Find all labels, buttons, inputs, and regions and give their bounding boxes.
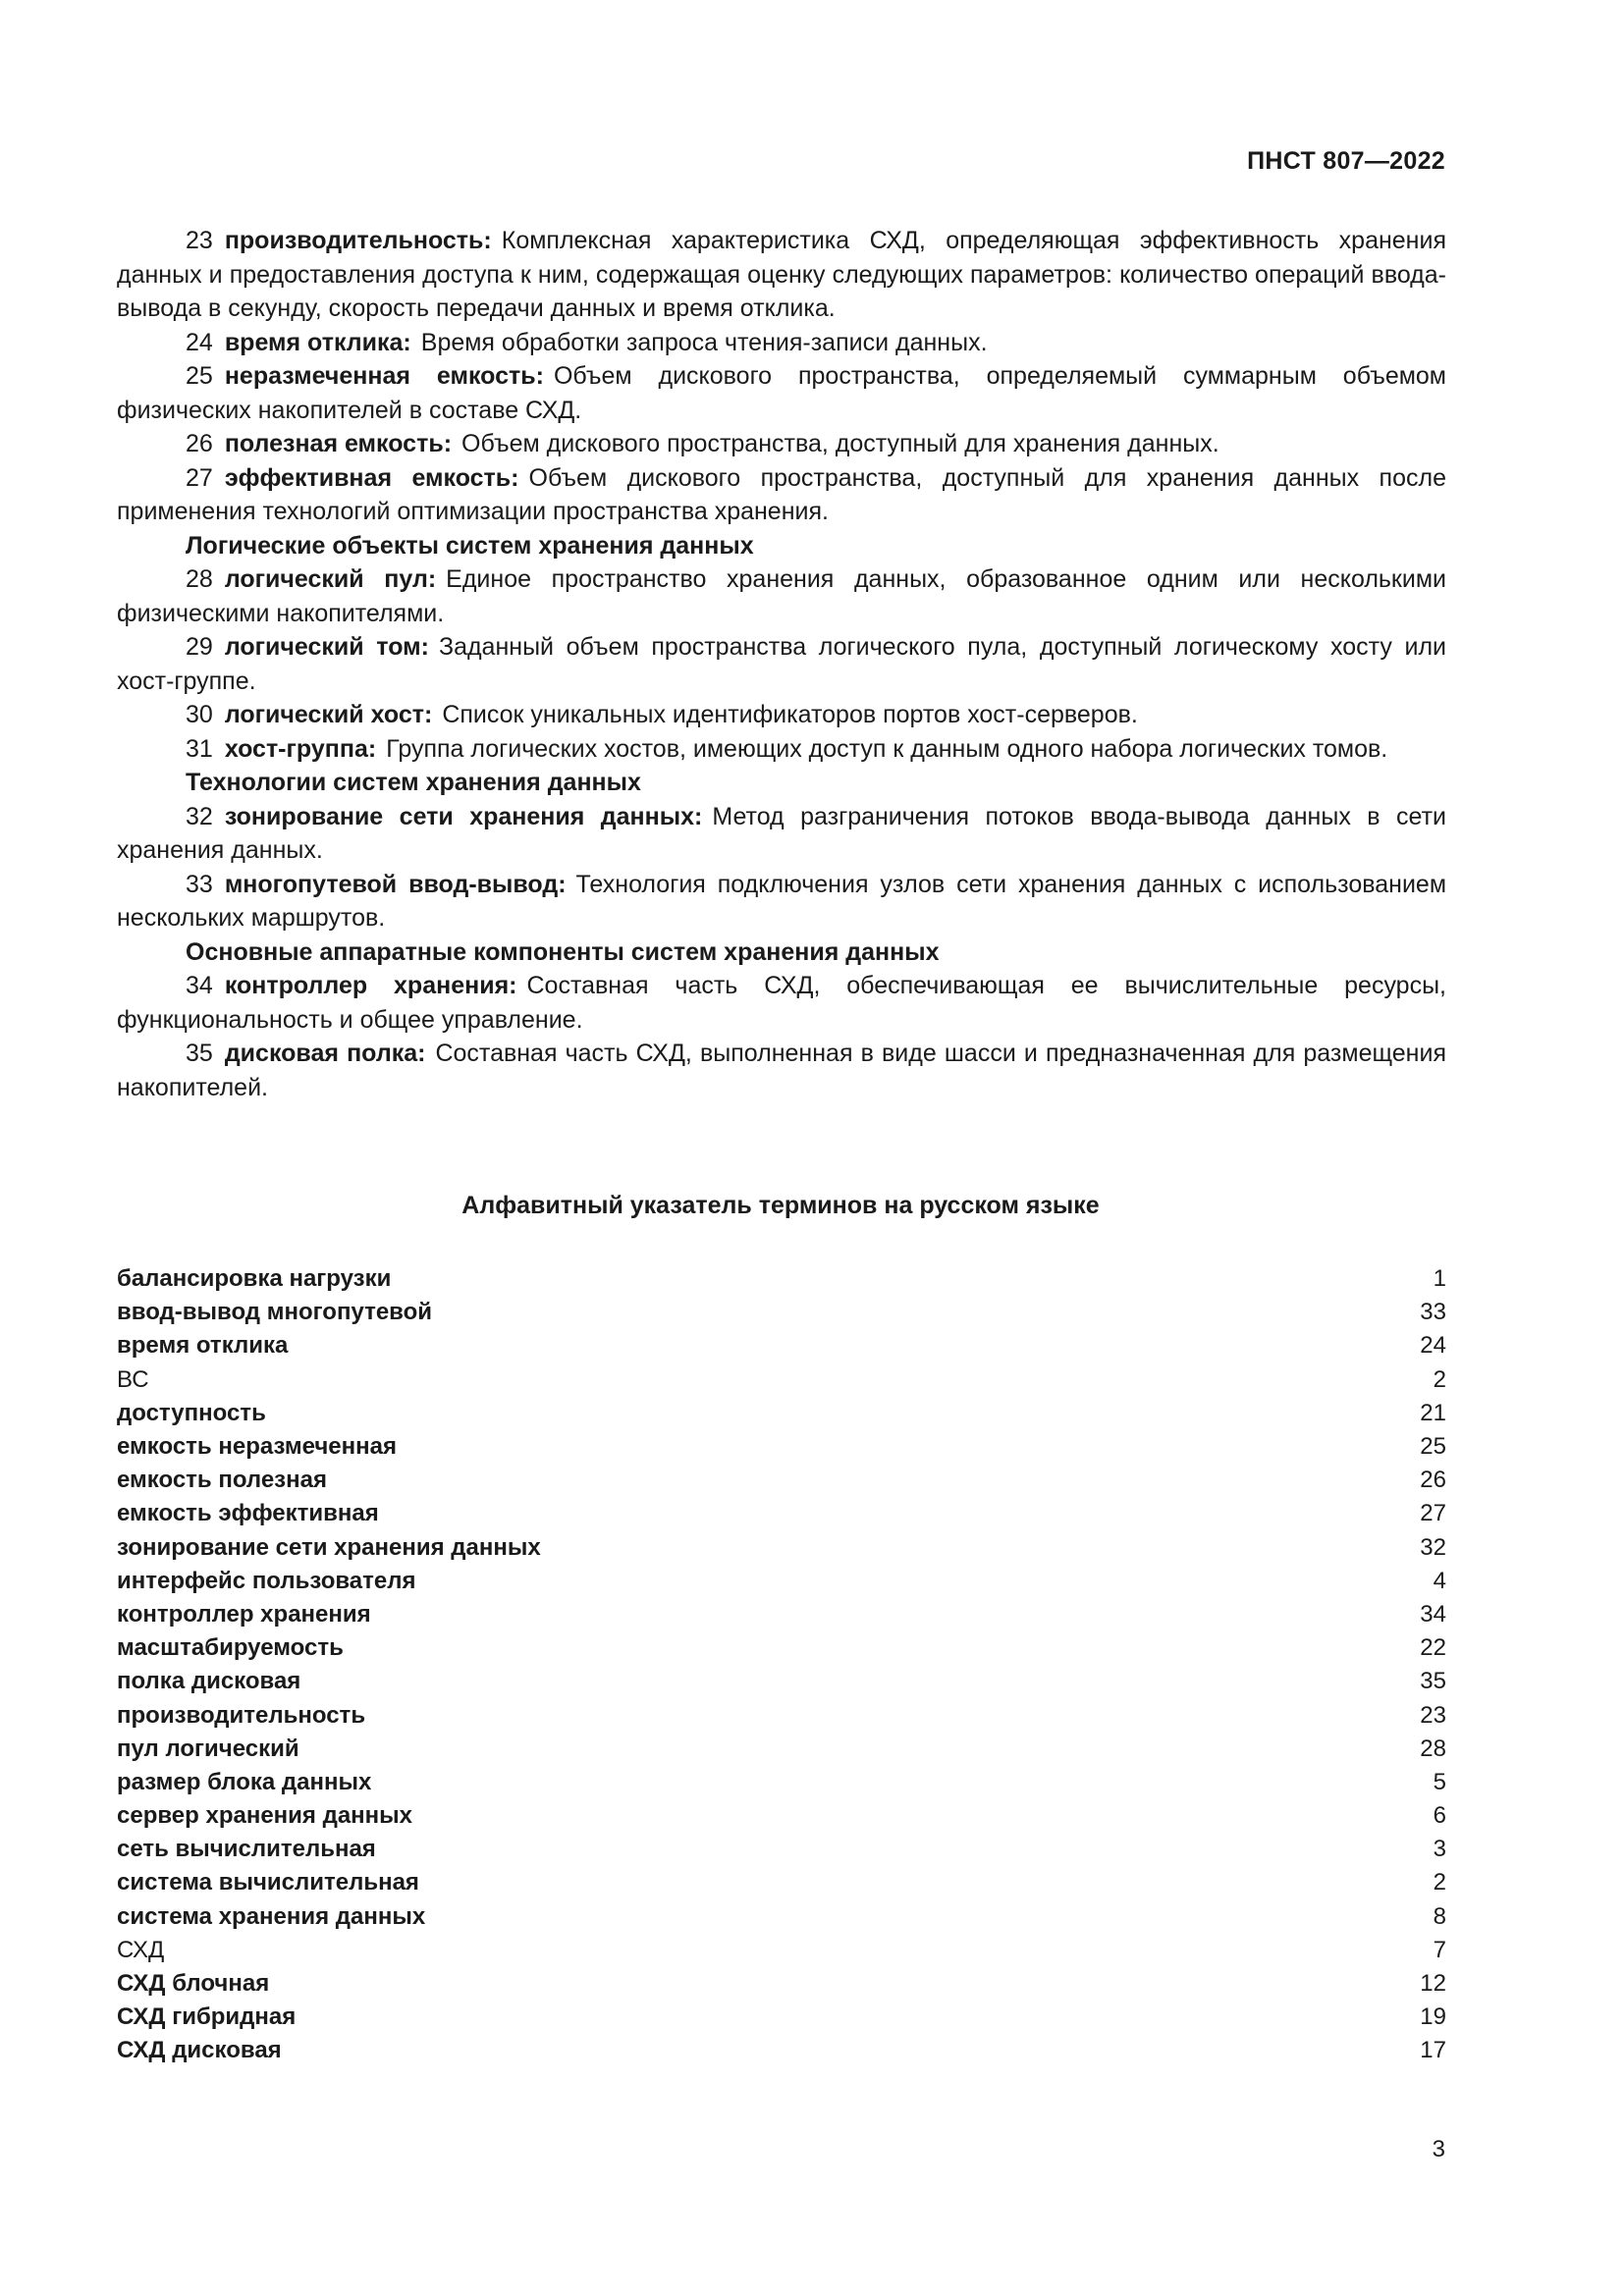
index-term: время отклика	[117, 1332, 289, 1360]
index-term-number: 25	[1420, 1433, 1446, 1461]
page-number: 3	[1432, 2136, 1445, 2163]
term-definition	[117, 630, 1446, 698]
term-number: 34	[186, 972, 213, 999]
index-term: пул логический	[117, 1735, 299, 1762]
term-definition	[117, 224, 1446, 326]
index-term-number: 35	[1420, 1668, 1446, 1695]
index-entry	[117, 1900, 1446, 1934]
term-definition	[117, 868, 1446, 935]
term-name: производительность:	[224, 227, 492, 254]
term-name: зонирование сети хранения данных:	[224, 802, 703, 830]
index-entry	[117, 1733, 1446, 1766]
section-heading: Логические объекты систем хранения данных	[186, 531, 754, 560]
term-text: Время обработки запроса чтения-записи данных.	[420, 328, 988, 356]
term-definition	[117, 698, 1446, 732]
term-name: логический пул:	[224, 565, 437, 593]
index-entry	[117, 1833, 1446, 1866]
index-term-number: 23	[1420, 1701, 1446, 1729]
term-text: Составная часть СХД, выполненная в виде шасси и предназначенная для размещения накопителей.	[117, 1040, 1446, 1101]
index-entry	[117, 1363, 1446, 1397]
term-number: 30	[186, 701, 213, 728]
index-term-number: 5	[1433, 1768, 1446, 1795]
index-term: доступность	[117, 1399, 266, 1426]
index-term: масштабируемость	[117, 1634, 344, 1662]
index-term-number: 26	[1420, 1467, 1446, 1494]
index-term: емкость эффективная	[117, 1500, 379, 1527]
term-text: Объем дискового пространства, определяемый суммарным объемом физических накопителей в составе СХД.	[117, 362, 1446, 424]
term-name: многопутевой ввод-вывод:	[224, 870, 567, 898]
index-term-number: 1	[1433, 1265, 1446, 1293]
term-definition	[117, 800, 1446, 868]
index-term: емкость неразмеченная	[117, 1433, 397, 1461]
index-term: система вычислительная	[117, 1869, 419, 1896]
term-number: 29	[186, 633, 213, 661]
index-term: СХД блочная	[117, 1970, 270, 1998]
term-text: Единое пространство хранения данных, образованное одним или несколькими физическими накопителями.	[117, 565, 1446, 627]
term-name: хост-группа:	[224, 734, 377, 763]
terms-section	[117, 224, 1446, 1104]
index-term-number: 19	[1420, 2003, 1446, 2031]
term-text: Список уникальных идентификаторов портов хост-серверов.	[442, 701, 1138, 728]
index-term-number: 32	[1420, 1533, 1446, 1561]
term-text: Объем дискового пространства, доступный для хранения данных после применения технологий оптимизации пространства хранения.	[117, 463, 1446, 525]
index-title: Алфавитный указатель терминов на русском языке	[461, 1192, 1100, 1219]
term-number: 31	[186, 734, 213, 763]
index-entry	[117, 1397, 1446, 1430]
term-name: дисковая полка:	[224, 1040, 426, 1067]
index-entry	[117, 1766, 1446, 1799]
term-definition	[117, 969, 1446, 1037]
term-name: время отклика:	[224, 328, 411, 356]
index-term: производительность	[117, 1701, 366, 1729]
term-definition	[117, 427, 1446, 461]
index-term-number: 34	[1420, 1600, 1446, 1628]
index-term: полка дисковая	[117, 1668, 301, 1695]
index-term: СХД	[117, 1936, 165, 1963]
index-term-number: 6	[1433, 1802, 1446, 1830]
index-entry	[117, 1698, 1446, 1732]
term-number: 23	[186, 227, 213, 254]
term-text: Составная часть СХД, обеспечивающая ее вычислительные ресурсы, функциональность и общее управление.	[117, 972, 1447, 1034]
term-number: 28	[186, 565, 213, 593]
alphabetical-index	[117, 1262, 1446, 2068]
index-term-number: 22	[1420, 1634, 1446, 1662]
index-term-number: 12	[1420, 1970, 1446, 1998]
index-term: размер блока данных	[117, 1768, 372, 1795]
index-term-number: 24	[1420, 1332, 1446, 1360]
index-entry	[117, 1430, 1446, 1464]
index-term: сервер хранения данных	[117, 1802, 413, 1830]
index-term: контроллер хранения	[117, 1600, 371, 1628]
index-term-number: 21	[1420, 1399, 1446, 1426]
term-name: неразмеченная емкость:	[224, 362, 544, 390]
term-definition	[117, 1037, 1446, 1104]
term-name: логический том:	[224, 633, 429, 661]
term-number: 26	[186, 430, 213, 457]
index-term-number: 8	[1433, 1902, 1446, 1930]
index-entry	[117, 1665, 1446, 1698]
term-name: контроллер хранения:	[224, 972, 517, 999]
index-term-number: 27	[1420, 1500, 1446, 1527]
index-entry	[117, 1296, 1446, 1329]
index-term: интерфейс пользователя	[117, 1567, 416, 1594]
term-text: Технология подключения узлов сети хранения данных с использованием нескольких маршрутов.	[117, 870, 1446, 932]
index-term-number: 7	[1433, 1936, 1446, 1963]
term-number: 35	[186, 1040, 213, 1067]
index-entry	[117, 2001, 1446, 2034]
index-term: зонирование сети хранения данных	[117, 1533, 541, 1561]
index-entry	[117, 2034, 1446, 2067]
term-name: логический хост:	[224, 701, 433, 728]
term-text: Группа логических хостов, имеющих доступ к данным одного набора логических томов.	[386, 734, 1388, 763]
index-entry	[117, 1565, 1446, 1598]
term-definition	[117, 461, 1446, 529]
index-term-number: 2	[1433, 1869, 1446, 1896]
term-text: Заданный объем пространства логического пула, доступный логическому хосту или хост-группе.	[117, 633, 1446, 695]
term-text: Метод разграничения потоков ввода-вывода данных в сети хранения данных.	[117, 802, 1446, 864]
document-id: ПНСТ 807—2022	[1247, 147, 1445, 175]
section-heading: Основные аппаратные компоненты систем хранения данных	[186, 937, 940, 966]
term-definition	[117, 326, 1446, 360]
index-entry	[117, 1866, 1446, 1899]
index-entry	[117, 1631, 1446, 1665]
index-term: емкость полезная	[117, 1467, 327, 1494]
term-number: 27	[186, 463, 213, 492]
index-term: ВС	[117, 1365, 149, 1393]
index-entry	[117, 1799, 1446, 1833]
index-term-number: 4	[1433, 1567, 1446, 1594]
term-number: 24	[186, 328, 213, 356]
index-term: система хранения данных	[117, 1902, 426, 1930]
index-term: балансировка нагрузки	[117, 1265, 392, 1293]
index-entry	[117, 1262, 1446, 1296]
index-term: ввод-вывод многопутевой	[117, 1299, 433, 1326]
term-text: Объем дискового пространства, доступный для хранения данных.	[461, 430, 1219, 457]
index-term-number: 2	[1433, 1365, 1446, 1393]
index-entry	[117, 1531, 1446, 1565]
index-entry	[117, 1497, 1446, 1530]
index-term-number: 17	[1420, 2037, 1446, 2064]
term-text: Комплексная характеристика СХД, определяющая эффективность хранения данных и предоставления доступа к ним, содержащая оценку следующих параметров: количество операций ввода-вывода в секунду, скорость передачи данных и время отклика.	[117, 227, 1446, 322]
index-term: сеть вычислительная	[117, 1836, 376, 1863]
section-heading: Технологии систем хранения данных	[186, 769, 641, 796]
term-number: 25	[186, 362, 213, 390]
term-name: эффективная емкость:	[224, 463, 519, 492]
index-entry	[117, 1329, 1446, 1362]
index-term-number: 28	[1420, 1735, 1446, 1762]
index-entry	[117, 1967, 1446, 2001]
index-term-number: 3	[1433, 1836, 1446, 1863]
index-term-number: 33	[1420, 1299, 1446, 1326]
term-name: полезная емкость:	[224, 430, 453, 457]
index-entry	[117, 1934, 1446, 1967]
term-number: 32	[186, 802, 213, 830]
term-definition	[117, 359, 1446, 427]
index-term: СХД дисковая	[117, 2037, 282, 2064]
index-entry	[117, 1464, 1446, 1497]
term-number: 33	[186, 870, 213, 898]
index-entry	[117, 1598, 1446, 1631]
term-definition	[117, 562, 1446, 630]
term-definition	[117, 732, 1446, 767]
index-term: СХД гибридная	[117, 2003, 297, 2031]
